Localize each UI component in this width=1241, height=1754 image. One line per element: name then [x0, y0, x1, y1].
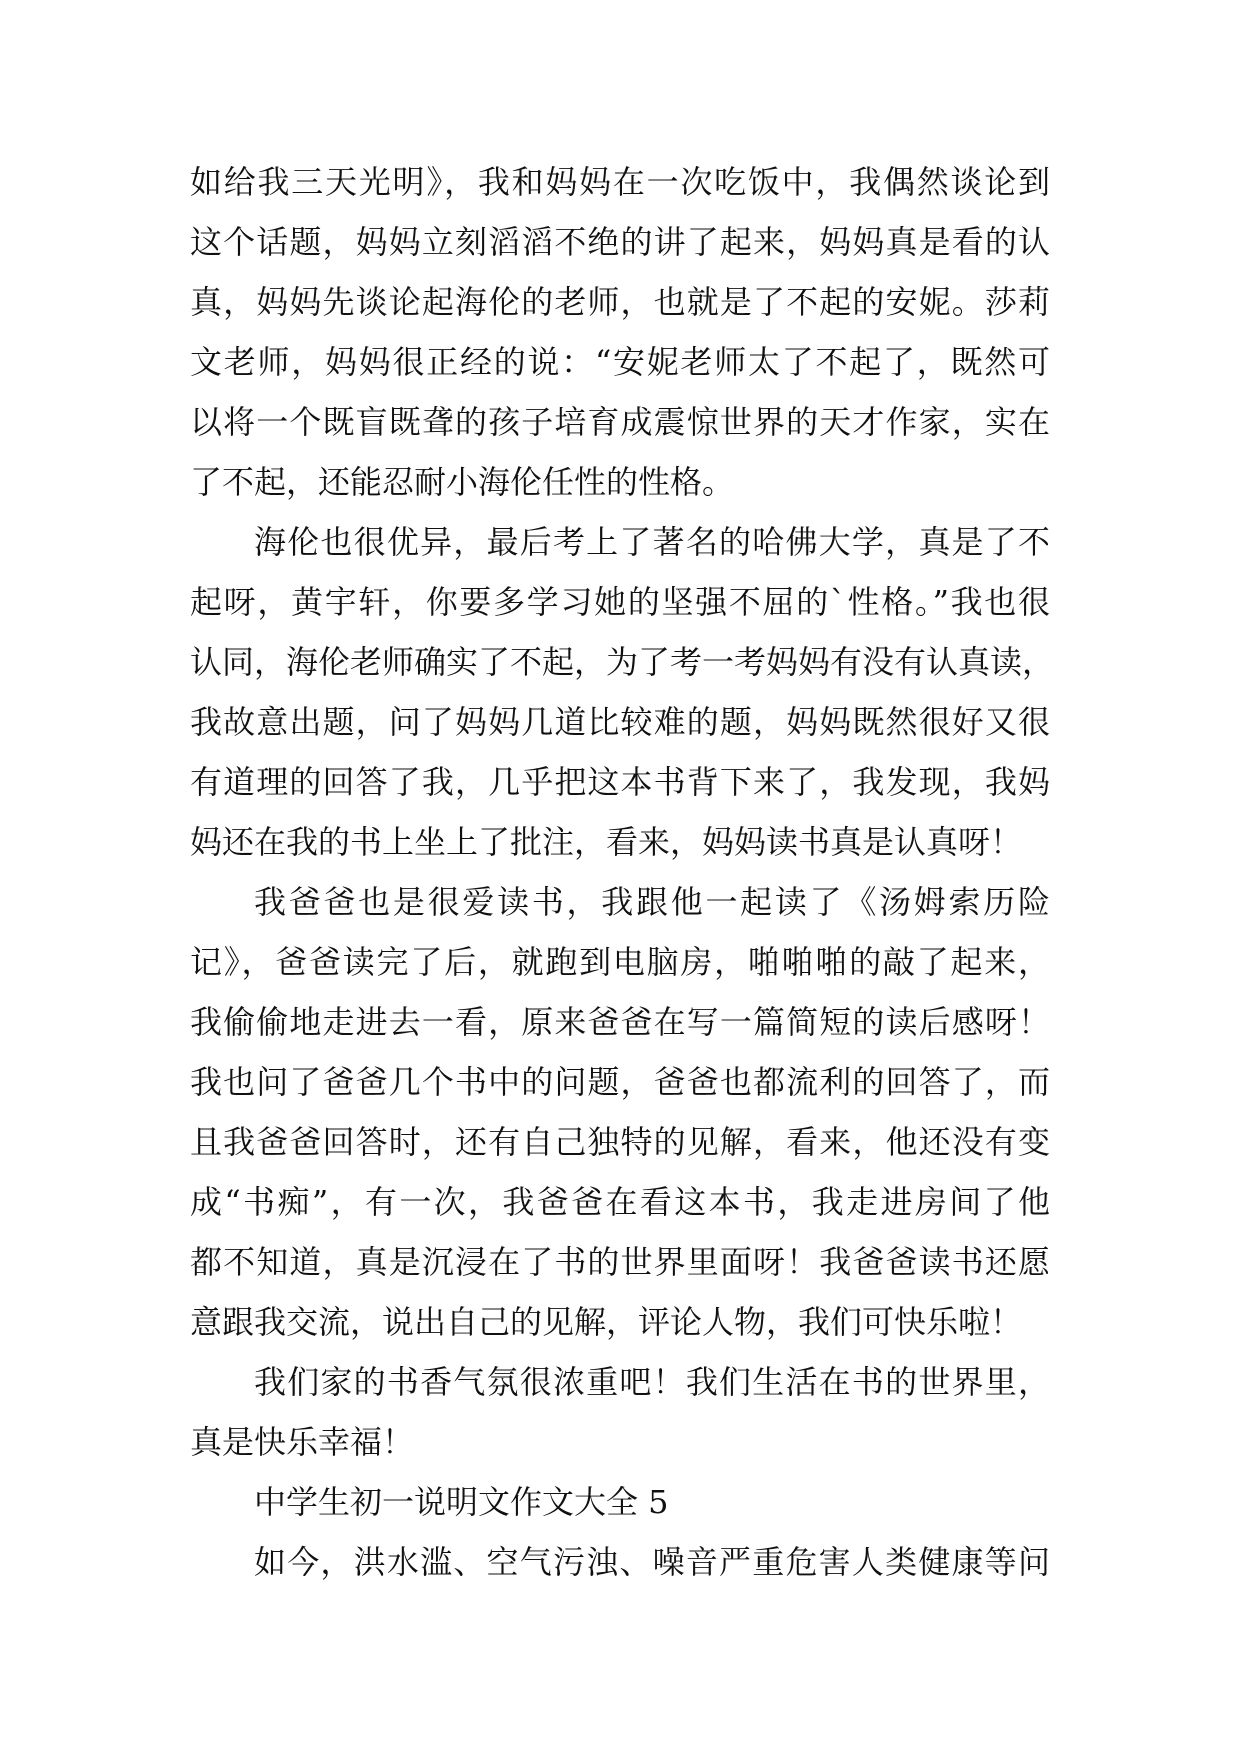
text-line: 我们家的书香气氛很浓重吧！我们生活在书的世界里，	[254, 1363, 1050, 1401]
text-line: 以将一个既盲既聋的孩子培育成震惊世界的天才作家，实在	[190, 403, 1050, 441]
text-line: 成“书痴”，有一次，我爸爸在看这本书，我走进房间了他	[190, 1183, 1050, 1221]
text-line: 这个话题，妈妈立刻滔滔不绝的讲了起来，妈妈真是看的认	[190, 223, 1050, 261]
text-line: 我故意出题，问了妈妈几道比较难的题，妈妈既然很好又很	[190, 703, 1050, 741]
text-line: 真是快乐幸福！	[190, 1423, 415, 1461]
document-page	[190, 152, 1055, 1592]
paragraph-5	[190, 1532, 1050, 1592]
text-line: 真，妈妈先谈论起海伦的老师，也就是了不起的安妮。莎莉	[190, 283, 1050, 321]
text-line: 我爸爸也是很爱读书，我跟他一起读了《汤姆索历险	[254, 883, 1050, 921]
text-line: 我也问了爸爸几个书中的问题，爸爸也都流利的回答了，而	[190, 1063, 1050, 1101]
text-line: 起呀，黄宇轩，你要多学习她的坚强不屈的`性格。”我也很	[190, 583, 1050, 621]
heading-text: 中学生初一说明文作文大全 5	[254, 1483, 669, 1521]
paragraph-4	[190, 1352, 1050, 1472]
text-line: 海伦也很优异，最后考上了著名的哈佛大学，真是了不	[254, 523, 1050, 561]
text-line: 妈还在我的书上坐上了批注，看来，妈妈读书真是认真呀！	[190, 823, 1023, 861]
paragraph-3	[190, 872, 1050, 1352]
text-line: 认同，海伦老师确实了不起，为了考一考妈妈有没有认真读，	[190, 643, 1055, 681]
text-line: 文老师，妈妈很正经的说：“安妮老师太了不起了，既然可	[190, 343, 1050, 381]
text-line: 我偷偷地走进去一看，原来爸爸在写一篇简短的读后感呀！	[190, 1003, 1050, 1041]
text-line: 都不知道，真是沉浸在了书的世界里面呀！我爸爸读书还愿	[190, 1243, 1050, 1281]
text-line: 且我爸爸回答时，还有自己独特的见解，看来，他还没有变	[190, 1123, 1050, 1161]
text-line: 意跟我交流，说出自己的见解，评论人物，我们可快乐啦！	[190, 1303, 1023, 1341]
text-line: 如今，洪水滥、空气污浊、噪音严重危害人类健康等问	[254, 1543, 1050, 1581]
text-line: 如给我三天光明》，我和妈妈在一次吃饭中，我偶然谈论到	[190, 163, 1050, 201]
text-line: 有道理的回答了我，几乎把这本书背下来了，我发现，我妈	[190, 763, 1050, 801]
paragraph-1	[190, 152, 1050, 512]
text-line: 了不起，还能忍耐小海伦任性的性格。	[190, 463, 735, 501]
text-line: 记》，爸爸读完了后，就跑到电脑房，啪啪啪的敲了起来，	[190, 943, 1050, 981]
paragraph-2	[190, 512, 1055, 872]
section-heading	[190, 1472, 1050, 1532]
